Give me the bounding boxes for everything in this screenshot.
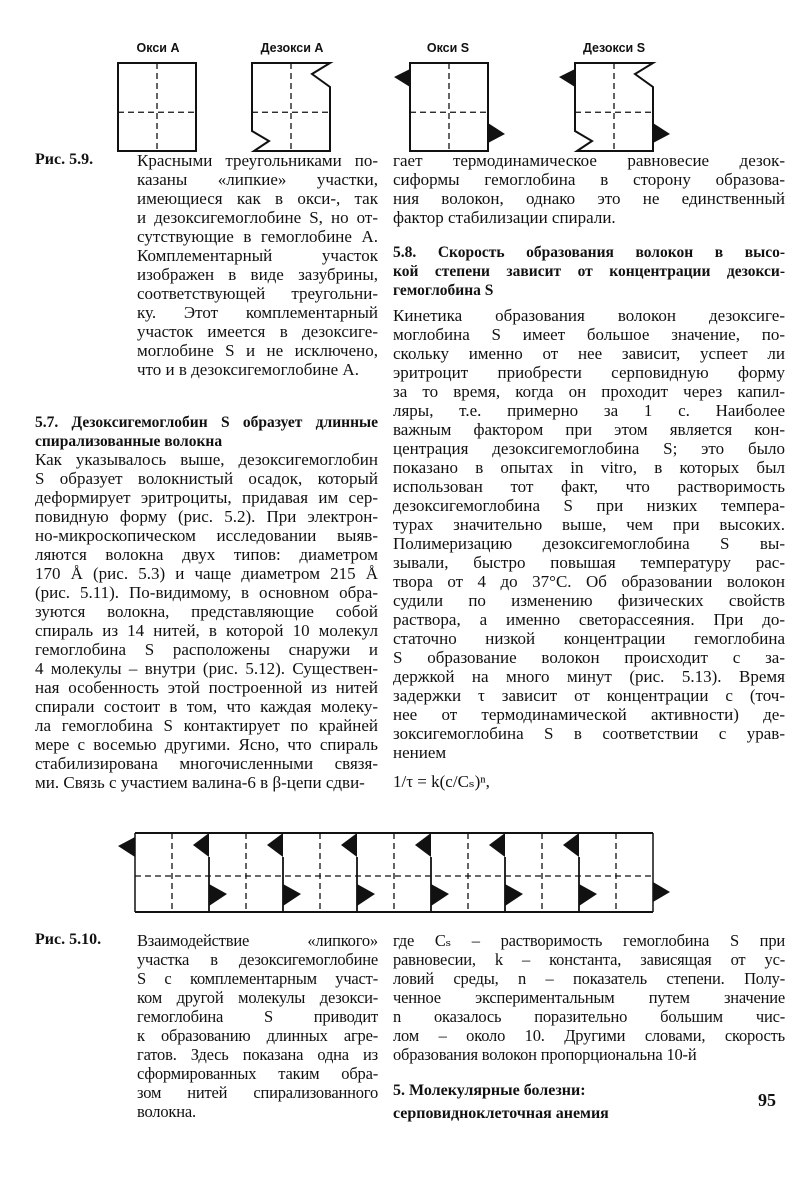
text-line: лом – около 10. Другими словами, скорость bbox=[393, 1026, 785, 1045]
footer-chapter-line-2: серповидноклеточная анемия bbox=[393, 1105, 609, 1122]
right-column-top-text bbox=[393, 151, 785, 227]
text-line: зоксигемоглобина S в соответствии с урав- bbox=[393, 724, 785, 743]
text-line: нением bbox=[393, 743, 447, 762]
sticky-patch-triangle-icon bbox=[267, 833, 283, 857]
text-line: зом нитей спирализованного bbox=[137, 1083, 378, 1102]
text-line: гемоглобина S расположены снаружи и bbox=[35, 640, 378, 659]
text-line: 5.8. Скорость образования волокон в высо- bbox=[393, 244, 785, 261]
text-line: ловий среды, n – показатель степени. Полу- bbox=[393, 969, 785, 988]
sticky-patch-triangle-icon bbox=[489, 833, 505, 857]
text-line: показано в опытах in vitro, в которых был bbox=[393, 458, 785, 477]
text-line: имеющиеся как в окси-, так bbox=[137, 189, 378, 208]
section-5-8-heading bbox=[393, 243, 785, 300]
text-line: ми. Связь с участием валина-6 в β-цепи сдви- bbox=[35, 773, 365, 792]
text-line: дезоксигемоглобина S при низких темпера- bbox=[393, 496, 785, 515]
text-line: держкой на много минут (рис. 5.13). Время bbox=[393, 667, 785, 686]
text-line: Кинетика образования волокон дезоксиге- bbox=[393, 306, 785, 325]
text-line: нее от термодинамической активности) де- bbox=[393, 705, 785, 724]
figure-label-deoxy-s: Дезокси S bbox=[582, 41, 646, 55]
text-line: Как указывалось выше, дезоксигемоглобин bbox=[35, 450, 378, 469]
text-line: n оказалось поразительно большим чис- bbox=[393, 1007, 785, 1026]
figure-5-9-caption-label: Рис. 5.9. bbox=[35, 151, 94, 168]
text-line: гатов. Здесь показана одна из bbox=[137, 1045, 378, 1064]
text-line: важным фактором при этом является кон- bbox=[393, 420, 785, 439]
text-line: центрация дезоксигемоглобина S; это было bbox=[393, 439, 785, 458]
footer-chapter-line-1: 5. Молекулярные болезни: bbox=[393, 1082, 586, 1099]
text-line: гемоглобина S bbox=[393, 282, 494, 299]
text-line: 170 Å (рис. 5.3) и чаще диаметром 215 Å bbox=[35, 564, 378, 583]
text-line: стабилизирована многочисленными связя- bbox=[35, 754, 378, 773]
text-line: 4 молекулы – внутри (рис. 5.12). Существен- bbox=[35, 659, 378, 678]
text-line: к образованию длинных агре- bbox=[137, 1026, 378, 1045]
text-line: ляются волокна двух типов: диаметром bbox=[35, 545, 378, 564]
text-line: деформирует эритроциты, придавая им сер- bbox=[35, 488, 378, 507]
text-line: зывали, быстро повышая температуру рас- bbox=[393, 553, 785, 572]
sticky-patch-triangle-icon bbox=[559, 69, 575, 87]
text-line: спирали состоит в том, что каждая молеку- bbox=[35, 697, 378, 716]
text-line: судили по изменению физических свойств bbox=[393, 591, 785, 610]
figure-label-deoxy-a: Дезокси A bbox=[260, 41, 324, 55]
text-line: кой степени зависит от концентрации дезокси- bbox=[393, 263, 785, 280]
text-line: эритроцит приобрести серповидную форму bbox=[393, 363, 785, 382]
text-line: Красными треугольниками по- bbox=[137, 151, 378, 170]
text-line: спираль из 14 нитей, в которой 10 молекул bbox=[35, 621, 378, 640]
text-line: казаны «липкие» участки, bbox=[137, 170, 378, 189]
text-line: моглобине S и не исключено, bbox=[137, 341, 378, 360]
sticky-patch-triangle-icon bbox=[505, 884, 523, 906]
sticky-patch-triangle-icon bbox=[653, 123, 670, 143]
text-line: использован тот факт, что растворимость bbox=[393, 477, 785, 496]
text-line: волокна. bbox=[137, 1102, 196, 1121]
text-line: Комплементарный участок bbox=[137, 246, 378, 265]
text-line: S с комплементарным участ- bbox=[137, 969, 378, 988]
text-line: ляры, т.е. примерно за 1 с. Наиболее bbox=[393, 401, 785, 420]
figure-5-9-diagram bbox=[0, 0, 799, 160]
text-line: гемоглобина S приводит bbox=[137, 1007, 378, 1026]
text-line: ченное экспериментальным путем значение bbox=[393, 988, 785, 1007]
sticky-patch-triangle-icon bbox=[653, 882, 670, 902]
sticky-patch-triangle-icon bbox=[283, 884, 301, 906]
text-line: образования волокон пропорциональна 10-й bbox=[393, 1045, 697, 1064]
text-line: ла гемоглобина S контактирует по крайней bbox=[35, 716, 378, 735]
figure-label-oxy-a: Окси A bbox=[136, 41, 180, 55]
text-line: равновесии, k – константа, зависящая от ус- bbox=[393, 950, 785, 969]
figure-5-10-caption-label: Рис. 5.10. bbox=[35, 931, 102, 948]
text-line: фактор стабилизации спирали. bbox=[393, 208, 616, 227]
text-line: ная особенность этой построенной из нитей bbox=[35, 678, 378, 697]
text-line: скольку именно от нее зависит, успеет ли bbox=[393, 344, 785, 363]
text-line: Взаимодействие «липкого» bbox=[137, 931, 378, 950]
text-line: S образует волокнистый осадок, который bbox=[35, 469, 378, 488]
kinetics-formula: 1/τ = k(c/Cₛ)ⁿ, bbox=[393, 772, 490, 791]
text-line: 5.7. Дезоксигемоглобин S образует длинные bbox=[35, 414, 378, 431]
sticky-patch-triangle-icon bbox=[579, 884, 597, 906]
text-line: повидную форму (рис. 5.2). При электрон- bbox=[35, 507, 378, 526]
text-line: участок имеется в дезоксиге- bbox=[137, 322, 378, 341]
text-line: раствора, а именно светорассеяния. При до- bbox=[393, 610, 785, 629]
text-line: статочно низкой концентрации гемоглобина bbox=[393, 629, 785, 648]
text-line: изображен в виде зазубрины, bbox=[137, 265, 378, 284]
sticky-patch-triangle-icon bbox=[415, 833, 431, 857]
text-line: гает термодинамическое равновесие дезок- bbox=[393, 151, 785, 170]
section-5-8-body bbox=[393, 306, 785, 762]
text-line: зуются волокна, представляющие собой bbox=[35, 602, 378, 621]
sticky-patch-triangle-icon bbox=[488, 123, 505, 143]
text-line: но-микроскопическом исследовании выяв- bbox=[35, 526, 378, 545]
text-line: соответствующей треугольни- bbox=[137, 284, 378, 303]
sticky-patch-triangle-icon bbox=[431, 884, 449, 906]
sticky-patch-triangle-icon bbox=[118, 837, 135, 857]
figure-5-10-caption bbox=[137, 931, 378, 1121]
text-line: турах значительно выше, чем при высоких. bbox=[393, 515, 785, 534]
text-line: участка в дезоксигемоглобине bbox=[137, 950, 378, 969]
text-line: задержки τ зависит от концентрации c (точ- bbox=[393, 686, 785, 705]
sticky-patch-triangle-icon bbox=[357, 884, 375, 906]
text-line: ку. Этот комплементарный bbox=[137, 303, 378, 322]
text-line: за то время, когда он проходит через капил- bbox=[393, 382, 785, 401]
section-5-7-heading bbox=[35, 413, 378, 451]
running-footer bbox=[393, 1079, 693, 1125]
text-line: и дезоксигемоглобине S, но от- bbox=[137, 208, 378, 227]
text-line: ком другой молекулы дезокси- bbox=[137, 988, 378, 1007]
text-line: мере с восемью другими. Ясно, что спираль bbox=[35, 735, 378, 754]
sticky-patch-triangle-icon bbox=[341, 833, 357, 857]
text-line: S образование волокон происходит с за- bbox=[393, 648, 785, 667]
text-line: где Cₛ – растворимость гемоглобина S при bbox=[393, 931, 785, 950]
text-line: моглобина S имеет большое значение, по- bbox=[393, 325, 785, 344]
right-column-bottom-text bbox=[393, 931, 785, 1064]
sticky-patch-triangle-icon bbox=[394, 69, 410, 87]
text-line: сутствующие в гемоглобине A. bbox=[137, 227, 378, 246]
figure-label-oxy-s: Окси S bbox=[426, 41, 470, 55]
figure-5-9-caption bbox=[137, 151, 378, 379]
section-5-7-body bbox=[35, 450, 378, 792]
text-line: спирализованные волокна bbox=[35, 433, 223, 450]
sticky-patch-triangle-icon bbox=[209, 884, 227, 906]
text-line: ния волокон, однако это не единственный bbox=[393, 189, 785, 208]
sticky-patch-triangle-icon bbox=[563, 833, 579, 857]
text-line: сиформы гемоглобина в сторону образова- bbox=[393, 170, 785, 189]
text-line: твора от 4 до 37°C. Об образовании волокон bbox=[393, 572, 785, 591]
sticky-patch-triangle-icon bbox=[193, 833, 209, 857]
text-line: что и в дезоксигемоглобине A. bbox=[137, 360, 359, 379]
page-number: 95 bbox=[758, 1090, 776, 1110]
text-line: сформированных таким обра- bbox=[137, 1064, 378, 1083]
text-line: Полимеризацию дезоксигемоглобина S вы- bbox=[393, 534, 785, 553]
text-line: (рис. 5.11). По-видимому, в основном обра- bbox=[35, 583, 378, 602]
